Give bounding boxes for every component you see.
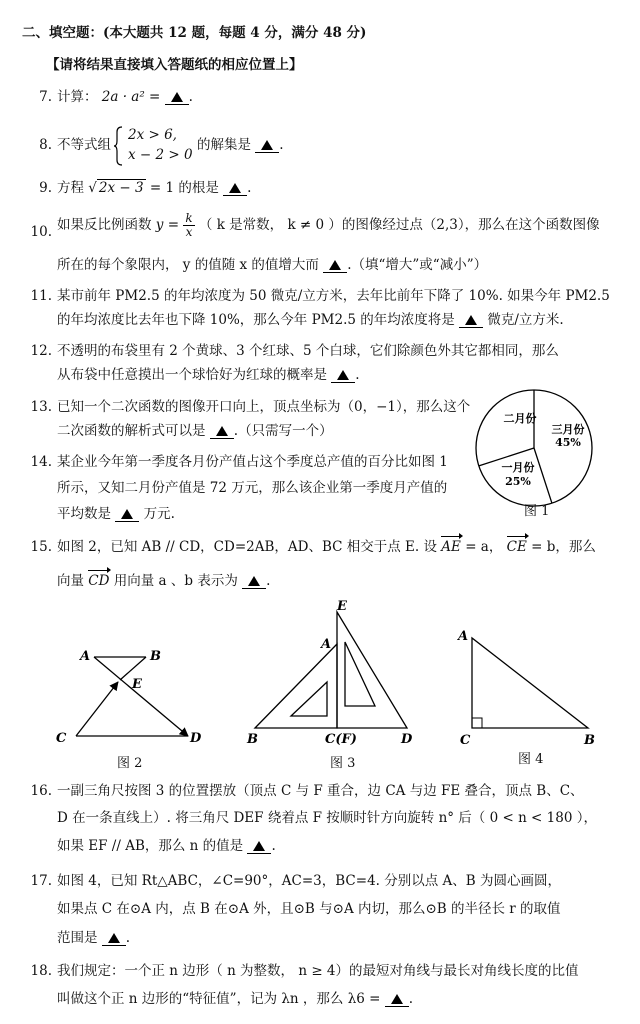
figure-2-diagram — [50, 640, 210, 750]
brace-icon — [114, 126, 124, 166]
sqrt-icon: √ — [88, 180, 97, 196]
radicand: 2x − 3 — [98, 180, 144, 196]
question-10: 10. 如果反比例函数 y = $\frac{k}{x}$ （ k 是常数， k ≠ 0 ）的图像经过点（2,3），那么在这个函数图像 所在的每个象限内， y 的值随 x 的值增大而 .（填“增大”或“减小”） — [0, 212, 640, 272]
question-number: 13. — [30, 399, 52, 415]
question-11: 11. 某市前年 PM2.5 的年均浓度为 50 微克/立方米，去年比前年下降了 10%. 如果今年 PM2.5 的年均浓度比去年也下降 10%，那么今年 PM2.5 的年均浓度将是 微克/立方米. — [0, 287, 640, 331]
label-B: B — [584, 733, 595, 748]
answer-triangle-icon — [253, 841, 265, 851]
question-12: 12. 不透明的布袋里有 2 个黄球、3 个红球、5 个白球，它们除颜色外其它都相同，那么 从布袋中任意摸出一个球恰好为红球的概率是 . — [0, 342, 640, 386]
question-18: 18. 我们规定：一个正 n 边形（ n 为整数， n ≥ 4）的最短对角线与最长对角线长度的比值 叫做这个正 n 边形的“特征值”，记为 λn ，那么 λ6 = . — [0, 962, 640, 1008]
section-instruction: 【请将结果直接填入答题纸的相应位置上】 — [46, 57, 303, 73]
answer-blank — [242, 574, 266, 589]
figure-3-diagram — [245, 598, 425, 748]
fraction: $\frac{k}{x}$ — [185, 211, 193, 239]
question-16: 16. 一副三角尺按图 3 的位置摆放（顶点 C 与 F 重合，边 CA 与边 FE 叠合，顶点 B、C、 D 在一条直线上）. 将三角尺 DEF 绕着点 F 按顺时针方向旋转 n° 后（ 0 < n < 180 ）， 如果 EF // AB，那么 n 的值是 . — [0, 782, 640, 854]
pie-pct-mar: 45% — [555, 436, 581, 449]
answer-triangle-icon — [465, 315, 477, 325]
figure-3-caption: 图 3 — [330, 756, 356, 771]
answer-blank — [385, 992, 409, 1007]
figure-2-caption: 图 2 — [117, 756, 143, 771]
answer-blank — [323, 258, 347, 273]
answer-triangle-icon — [329, 260, 341, 270]
answer-triangle-icon — [108, 933, 120, 943]
question-15: 15. 如图 2，已知 AB // CD，CD=2AB，AD、BC 相交于点 E. 设 AE = a， CE = b，那么 向量 CD 用向量 a 、b 表示为 . — [0, 538, 640, 590]
label-C: C — [56, 731, 67, 746]
vector-ae: AE — [441, 539, 461, 555]
pie-label-jan: 一月份 — [501, 461, 535, 474]
question-number: 14. — [30, 454, 52, 470]
answer-blank — [102, 931, 126, 946]
pie-slice-boundary-2 — [534, 448, 552, 503]
answer-triangle-icon — [171, 92, 183, 102]
question-number: 16. — [30, 783, 52, 799]
label-B: B — [150, 649, 161, 664]
answer-triangle-icon — [248, 576, 260, 586]
question-13: 13. 已知一个二次函数的图像开口向上，顶点坐标为（0，−1），那么这个 二次函数的解析式可以是 .（只需写一个） — [0, 398, 460, 442]
section-heading: 二、填空题：(本大题共 12 题，每题 4 分，满分 48 分) — [22, 25, 367, 41]
expression: 2a · a² = — [101, 89, 161, 105]
question-14: 14. 某企业今年第一季度各月份产值占这个季度总产值的百分比如图 1 所示，又知二月份产值是 72 万元，那么该企业第一季度月产值的 平均数是 万元. — [0, 453, 460, 523]
answer-blank — [247, 839, 271, 854]
figure-1-caption: 图 1 — [524, 504, 550, 519]
answer-triangle-icon — [337, 370, 349, 380]
question-number: 7. — [39, 89, 52, 105]
label-C: C — [460, 733, 471, 748]
answer-blank — [115, 507, 139, 522]
label-A: A — [321, 637, 332, 652]
answer-blank — [210, 424, 234, 439]
figure-4-caption: 图 4 — [518, 752, 544, 767]
question-number: 17. — [30, 873, 52, 889]
answer-blank — [459, 313, 483, 328]
question-number: 18. — [30, 963, 52, 979]
label-CF: C(F) — [325, 732, 357, 747]
pie-pct-jan: 25% — [505, 475, 531, 488]
figure-4-diagram — [452, 624, 612, 752]
answer-blank — [165, 90, 189, 105]
label-D: D — [401, 732, 413, 747]
vector-ce: CE — [506, 539, 527, 555]
answer-triangle-icon — [216, 426, 228, 436]
label-B: B — [247, 732, 258, 747]
label-E: E — [337, 599, 347, 614]
question-number: 12. — [30, 343, 52, 359]
question-number: 15. — [30, 539, 52, 555]
inequality-2: x − 2 > 0 — [128, 147, 193, 163]
label-E: E — [132, 677, 142, 692]
answer-triangle-icon — [121, 509, 133, 519]
question-17: 17. 如图 4，已知 Rt△ABC，∠C=90°，AC=3，BC=4. 分别以点 A、B 为圆心画圆， 如果点 C 在⊙A 内，点 B 在⊙A 外，且⊙B 与⊙A 内切，那么⊙B 的半径长 r 的取值 范围是 . — [0, 872, 640, 944]
question-8: 8. 不等式组 2x > 6, x − 2 > 0 的解集是 . — [0, 126, 640, 166]
question-number: 11. — [30, 288, 52, 304]
question-number: 8. — [39, 137, 52, 153]
question-number: 10. — [30, 224, 52, 240]
pie-label-mar: 三月份 — [551, 423, 585, 436]
answer-triangle-icon — [261, 140, 273, 150]
answer-triangle-icon — [391, 994, 403, 1004]
pie-label-feb: 二月份 — [503, 412, 537, 425]
inequality-1: 2x > 6, — [128, 127, 177, 143]
label-D: D — [190, 731, 202, 746]
label-A: A — [80, 649, 91, 664]
vector-cd: CD — [88, 573, 110, 589]
question-number: 9. — [39, 180, 52, 196]
answer-blank — [223, 181, 247, 196]
answer-blank — [255, 138, 279, 153]
answer-blank — [331, 368, 355, 383]
answer-triangle-icon — [229, 183, 241, 193]
label-A: A — [458, 629, 469, 644]
